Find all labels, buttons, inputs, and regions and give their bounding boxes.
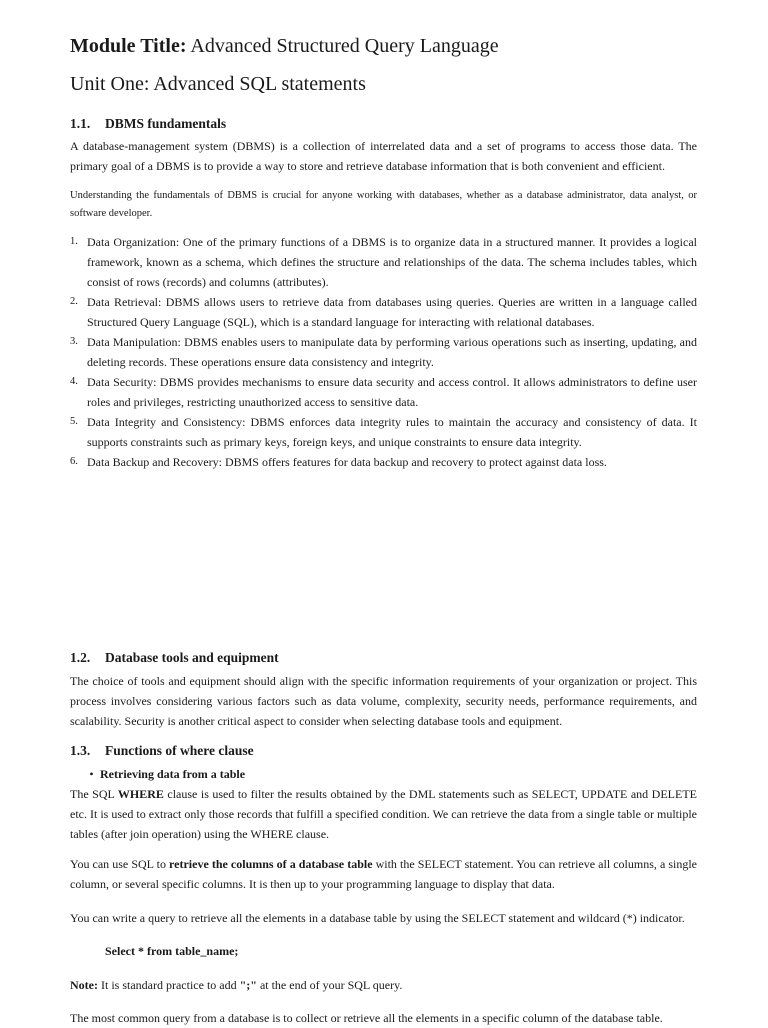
list-item-text: Data Organization: One of the primary functions of a DBMS is to organize data in a structured manner. It provides a logical framework, known as a schema, which defines the structure and relationships of the data. The schema includes tables, which consist of rows (records) and columns (attributes).	[87, 235, 697, 289]
list-item-number: 6.	[70, 456, 78, 467]
text-run: You can use SQL to	[70, 857, 170, 871]
module-title-label: Module Title:	[70, 35, 187, 57]
paragraph-common-query: The most common query from a database is to collect or retrieve all the elements in a specific column of the database table.	[70, 1011, 663, 1025]
section-title: Functions of where clause	[105, 743, 254, 758]
section-number: 1.1.	[70, 116, 91, 131]
module-title	[70, 33, 697, 59]
list-item-text: Data Security: DBMS provides mechanisms to ensure data security and access control. It allows administrators to define user roles and privileges, restricting unauthorized access to sensitive data.	[87, 375, 697, 409]
emphasis-retrieve-columns: retrieve the columns of a database table	[169, 857, 373, 871]
paragraph-dbms-definition: A database-management system (DBMS) is a collection of interrelated data and a set of programs to access those data. The primary goal of a DBMS is to provide a way to store and retrieve database information that is both convenient and efficient.	[70, 139, 697, 173]
bullet-text: Retrieving data from a table	[100, 767, 246, 781]
list-item-text: Data Backup and Recovery: DBMS offers features for data backup and recovery to protect against data loss.	[87, 455, 607, 469]
bullet-retrieving-data	[70, 765, 697, 783]
section-heading-1-3	[70, 742, 697, 760]
text-run: with the SELECT statement. You can retrieve all columns, a single column, or several specific columns. It is then up to your programming language to display that data.	[70, 857, 698, 891]
list-item-number: 1.	[70, 236, 78, 247]
paragraph-wildcard-query: You can write a query to retrieve all the elements in a database table by using the SELECT statement and wildcard (*) indicator.	[70, 911, 685, 925]
list-item-number: 2.	[70, 296, 78, 307]
paragraph-where-clause	[70, 784, 697, 844]
paragraph-select-columns	[70, 854, 697, 894]
text-run: The SQL	[70, 787, 118, 801]
list-item	[70, 232, 697, 292]
section-number: 1.2.	[70, 650, 91, 665]
list-item-number: 5.	[70, 416, 78, 427]
paragraph-dbms-importance: Understanding the fundamentals of DBMS is crucial for anyone working with databases, whether as a database administrator, data analyst, or software developer.	[70, 190, 697, 219]
text-run: It is standard practice to add	[97, 978, 240, 992]
semicolon-symbol: ";"	[239, 978, 257, 992]
dbms-functions-list	[70, 232, 697, 472]
section-title: Database tools and equipment	[105, 650, 279, 665]
module-title-text: Advanced Structured Query Language	[186, 35, 499, 57]
list-item-number: 4.	[70, 376, 78, 387]
list-item-text: Data Integrity and Consistency: DBMS enforces data integrity rules to maintain the accuracy and consistency of data. It supports constraints such as primary keys, foreign keys, and unique constraints to ensure data integrity.	[87, 415, 697, 449]
section-number: 1.3.	[70, 743, 91, 758]
note-label: Note:	[70, 978, 98, 992]
list-item	[70, 372, 697, 412]
list-item	[70, 452, 697, 472]
list-item-number: 3.	[70, 336, 78, 347]
text-run: clause is used to filter the results obtained by the DML statements such as SELECT, UPDATE and DELETE etc. It is used to extract only those records that fulfill a specified condition. We can retrieve the data from a single table or multiple tables (after join operation) using the WHERE clause.	[70, 787, 697, 841]
keyword-where: WHERE	[117, 787, 164, 801]
section-title: DBMS fundamentals	[105, 116, 227, 131]
section-heading-1-2	[70, 649, 697, 667]
bullet-dot: •	[89, 767, 94, 781]
list-item-text: Data Retrieval: DBMS allows users to retrieve data from databases using queries. Queries are written in a language called Structured Query Language (SQL), which is a standard language for interacting with relational databases.	[87, 295, 697, 329]
list-item	[70, 332, 697, 372]
unit-title: Unit One: Advanced SQL statements	[70, 73, 366, 95]
section-heading-1-1	[70, 115, 697, 133]
list-item-text: Data Manipulation: DBMS enables users to manipulate data by performing various operations such as inserting, updating, and deleting records. These operations ensure data consistency and integrity.	[87, 335, 697, 369]
list-item	[70, 292, 697, 332]
list-item	[70, 412, 697, 452]
paragraph-note	[70, 975, 697, 995]
paragraph-tools-selection: The choice of tools and equipment should align with the specific information requirements of your organization or project. This process involves considering various factors such as data volume, complexity, security needs, performance requirements, and scalability. Security is another critical aspect to consider when selecting database tools and equipment.	[70, 674, 697, 728]
text-run: at the end of your SQL query.	[256, 978, 403, 992]
sql-code-example: Select * from table_name;	[105, 944, 239, 958]
